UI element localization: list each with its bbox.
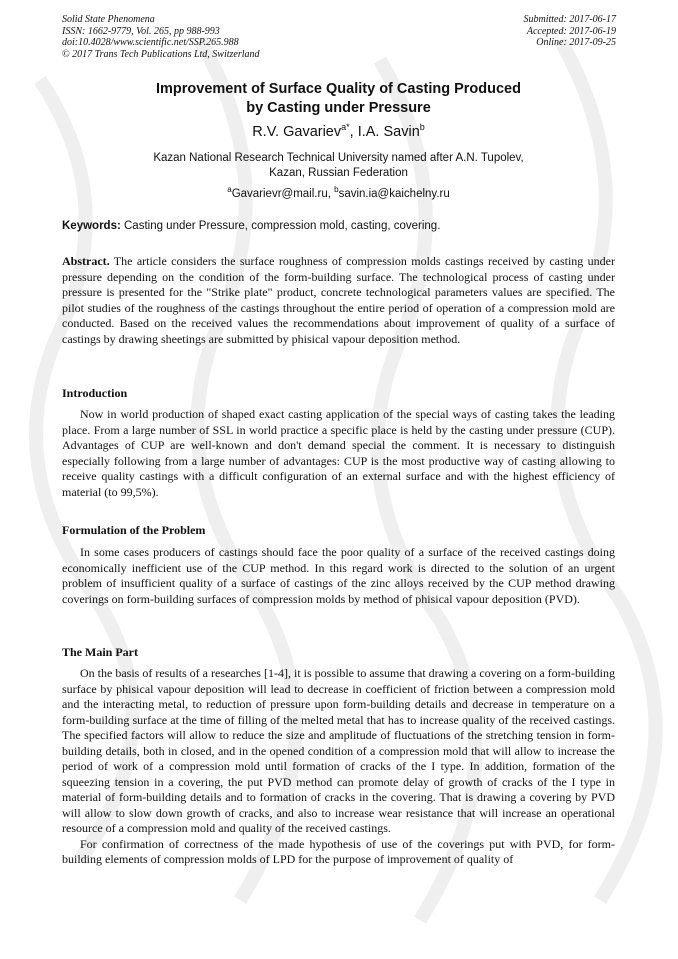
formulation-body: [62, 545, 615, 607]
online-date: Online: 2017-09-25: [536, 37, 616, 48]
journal-header: [62, 14, 260, 60]
submitted-date: Submitted: 2017-06-17: [523, 14, 616, 25]
doi-line: doi:10.4028/www.scientific.net/SSP.265.988: [62, 37, 239, 48]
title-line-2: by Casting under Pressure: [246, 100, 431, 116]
abstract-text: The article considers the surface roughness of compression molds castings received by casting under pressure depending on the condition of the form-building surface. The technological process of casting under pressure is presented for the "Strike plate" product, concrete technological parameters values are specified. The pilot studies of the roughness of the castings throughout the entire period of operation of a compression mold are conducted. Based on the received values the recommendations about improvement of quality of a surface of castings by drawing sheetings are submitted by phisical vapour deposition method.: [62, 254, 615, 346]
title-line-1: Improvement of Surface Quality of Casting Produced: [156, 81, 521, 97]
accepted-date: Accepted: 2017-06-19: [526, 25, 616, 37]
keywords-text: Casting under Pressure, compression mold, casting, covering.: [120, 220, 441, 232]
author-list: [62, 122, 615, 140]
section-heading-main: The Main Part: [62, 645, 138, 659]
author-emails: [62, 185, 615, 200]
author-1: R.V. Gavariev: [252, 123, 342, 140]
email-a-marker: a: [227, 185, 232, 194]
main-paragraph-2: For confirmation of correctness of the made hypothesis of use of the coverings put with PVD, for form-building elements of compression molds of LPD for the purpose of improvement of quality of: [62, 836, 615, 866]
author-2-affil: b: [419, 122, 425, 132]
abstract: [62, 254, 615, 347]
main-paragraph-1: On the basis of results of a researches [1-4], it is possible to assume that drawing a covering on a form-building surface by phisical vapour deposition will lead to decrease in coefficient of friction between a compression mold and the interacting metal, to reduction of pressure upon form-building details and decrease in temperature on a form-building surface at the time of filling of the melted metal that has to increase quality of the received castings. The specified factors will allow to reduce the size and amplitude of fluctuations of the stretching tension in form-building details, both in closed, and in the opened condition of a compression mold that will allow to increase the period of work of a compression mold until formation of cracks of the I type. In addition, formation of the squeezing tension in a covering, the put PVD method can promote delay of growth of cracks of the I type in material of form-building details and to formation of cracks in the covering. That is drawing a covering by PVD will allow to slow down growth of cracks, and also to increase wear resistance that will increase an operational resource of a compression mold and quality of the received castings.: [62, 666, 615, 835]
email-separator: ,: [327, 187, 335, 200]
keywords: [62, 220, 615, 232]
main-body: [62, 666, 615, 868]
copyright-line: © 2017 Trans Tech Publications Ltd, Switzerland: [62, 48, 260, 60]
paper-title: [62, 80, 615, 118]
issn-line: ISSN: 1662-9779, Vol. 265, pp 988-993: [62, 25, 220, 37]
affiliation: [62, 151, 615, 181]
author-2: I.A. Savin: [357, 123, 420, 140]
email-a: Gavarievr@mail.ru: [231, 187, 328, 200]
introduction-body: [62, 407, 615, 500]
author-separator: ,: [349, 123, 358, 140]
abstract-label: Abstract.: [62, 254, 110, 268]
email-b: savin.ia@kaichelny.ru: [338, 187, 450, 200]
affiliation-line-2: Kazan, Russian Federation: [269, 167, 408, 179]
dates-header: [524, 14, 617, 49]
section-heading-formulation: Formulation of the Problem: [62, 523, 206, 537]
journal-name: Solid State Phenomena: [62, 14, 155, 25]
introduction-paragraph: Now in world production of shaped exact casting application of the special ways of casting takes the leading place. From a large number of SSL in world practice a specific place is held by the casting under pressure (CUP). Advantages of CUP are well-known and don't demand special the comment. It is necessary to distinguish especially following from a large number of advantages: CUP is the most productive way of casting allowing to receive quality castings with a difficult configuration of an external surface and with the highest efficiency of material (to 99,5%).: [62, 407, 615, 499]
affiliation-line-1: Kazan National Research Technical University named after A.N. Tupolev,: [153, 152, 524, 164]
email-b-marker: b: [334, 185, 339, 194]
keywords-label: Keywords:: [62, 220, 121, 232]
section-heading-introduction: Introduction: [62, 386, 128, 400]
author-1-affil: a*: [341, 122, 350, 132]
formulation-paragraph: In some cases producers of castings should face the poor quality of a surface of the received castings doing economically inefficient use of the CUP method. In this regard work is directed to the solution of an urgent problem of insufficient quality of a surface of castings of the zinc alloys received by the CUP method drawing coverings on form-building surfaces of compression molds by method of phisical vapour deposition (PVD).: [62, 545, 615, 606]
